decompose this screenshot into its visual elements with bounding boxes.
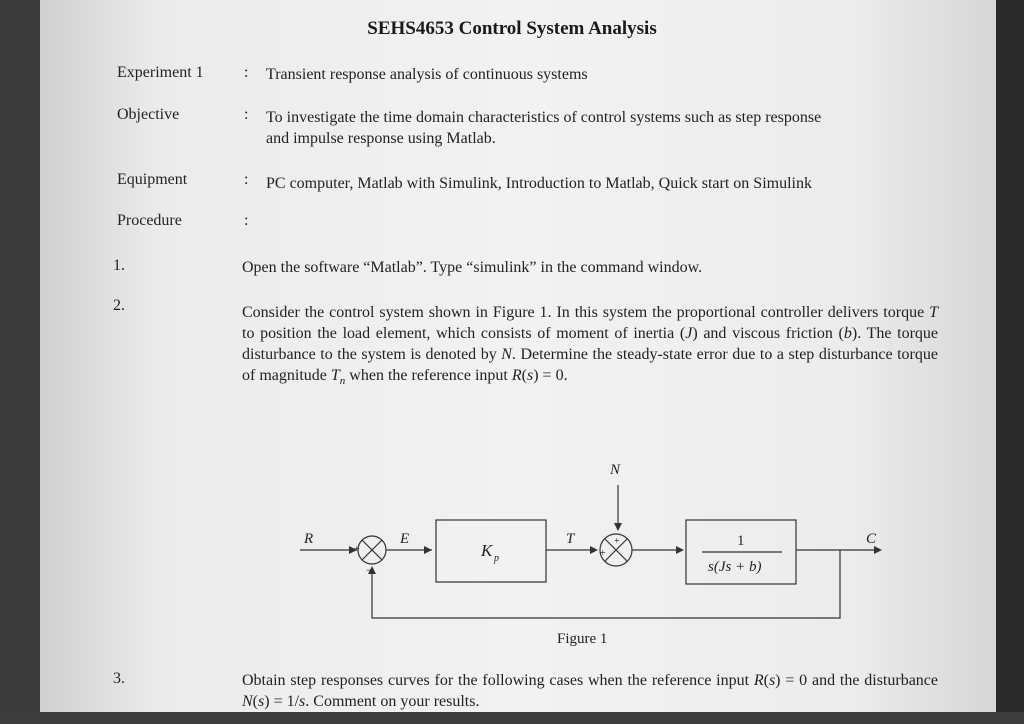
equipment-label: Equipment xyxy=(117,171,188,188)
label-r: R xyxy=(304,531,314,547)
step-1-text: Open the software “Matlab”. Type “simulink” in the command window. xyxy=(242,259,703,276)
plant-numerator: 1 xyxy=(737,533,745,549)
page-title: SEHS4653 Control System Analysis xyxy=(367,18,657,39)
objective-colon: : xyxy=(244,106,249,123)
sign-minus-1: − xyxy=(366,563,373,577)
step-3-number: 3. xyxy=(113,670,125,687)
step-1-number: 1. xyxy=(113,257,125,274)
sign-plus-2b: + xyxy=(600,548,606,559)
step-3-text: Obtain step responses curves for the following cases when the reference input R(s) = 0 and the disturbance N(s) = 1/s. Comment on your results. xyxy=(242,672,938,710)
sign-plus-2a: + xyxy=(614,536,620,547)
procedure-colon: : xyxy=(244,212,249,229)
objective-line-2: and impulse response using Matlab. xyxy=(266,130,496,147)
experiment-value: Transient response analysis of continuous systems xyxy=(266,66,588,83)
figure-caption: Figure 1 xyxy=(557,631,608,647)
sign-plus-1: + xyxy=(354,544,360,555)
label-kp: K xyxy=(481,541,493,560)
label-c: C xyxy=(866,531,877,547)
equipment-value: PC computer, Matlab with Simulink, Introduction to Matlab, Quick start on Simulink xyxy=(266,175,812,192)
plant-denominator: s(Js + b) xyxy=(708,559,762,575)
label-n: N xyxy=(610,462,621,478)
label-t: T xyxy=(566,531,575,547)
experiment-colon: : xyxy=(244,64,249,81)
equipment-colon: : xyxy=(244,171,249,188)
objective-line-1: To investigate the time domain characteristics of control systems such as step response xyxy=(266,109,822,126)
label-e: E xyxy=(400,531,410,547)
step-2-text: Consider the control system shown in Figure 1. In this system the proportional controller delivers torque T to position the load element, which consists of moment of inertia (J) and viscous friction (b). The torque disturbance to the system is denoted by N. Determine the steady-state error due to a step disturbance torque of magnitude $T_n$ when the reference input R(s) = 0. xyxy=(242,304,938,388)
objective-label: Objective xyxy=(117,106,180,123)
label-kp-subscript: p xyxy=(494,553,499,564)
procedure-label: Procedure xyxy=(117,212,182,229)
experiment-label: Experiment 1 xyxy=(117,64,204,81)
step-2-number: 2. xyxy=(113,297,125,314)
